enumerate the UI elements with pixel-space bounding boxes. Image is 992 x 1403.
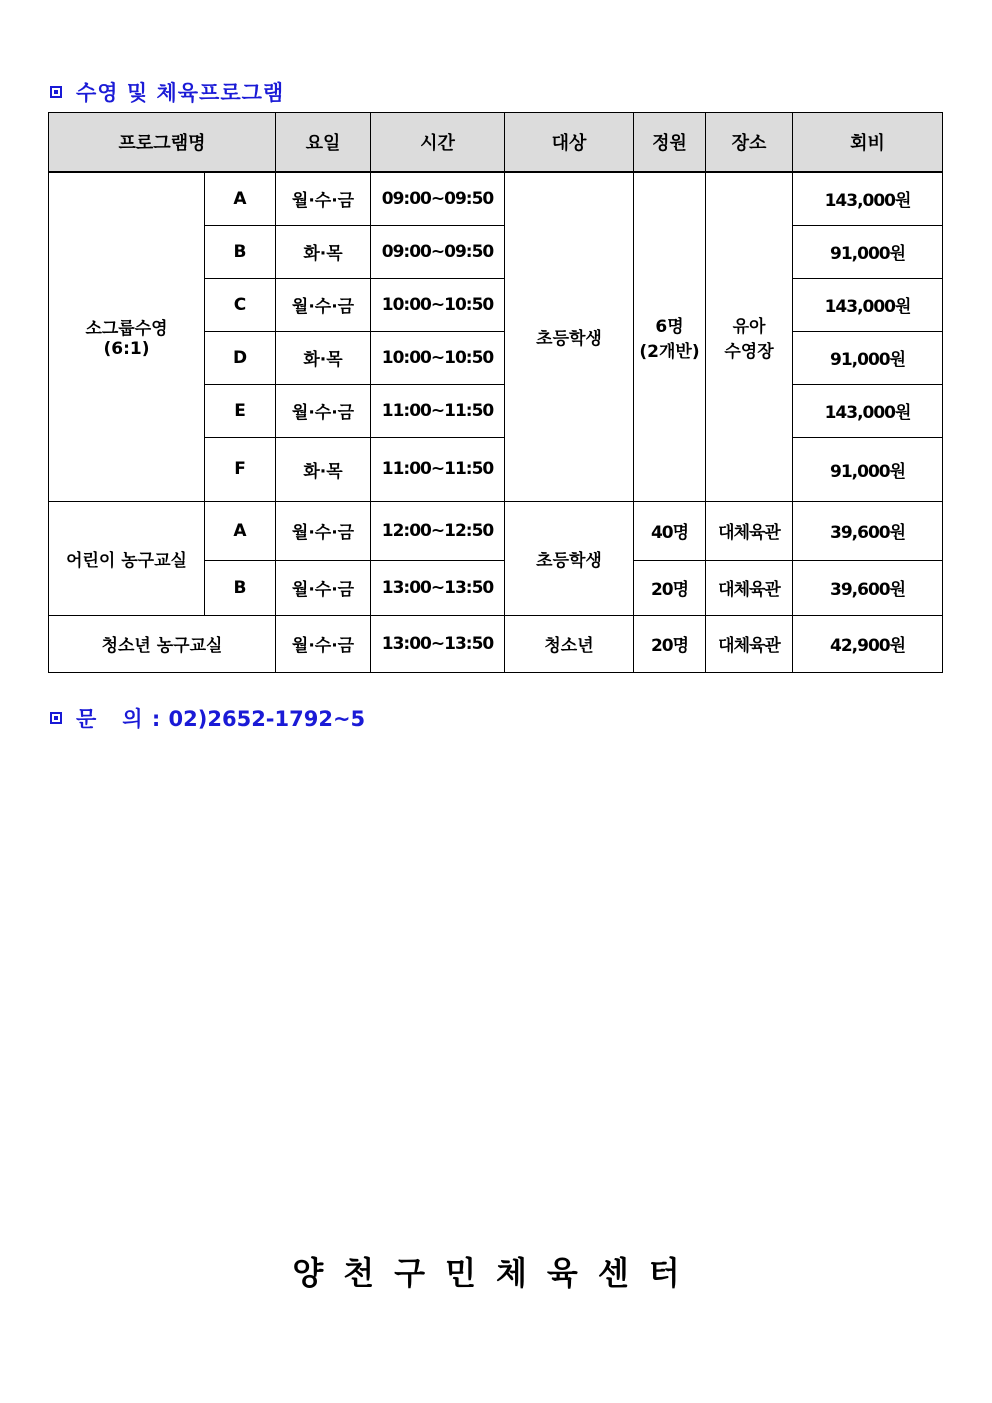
teen-target: 청소년 <box>505 615 634 672</box>
class-days: 월·수·금 <box>276 384 371 437</box>
swim-target: 초등학생 <box>505 172 634 501</box>
square-bullet-icon <box>50 86 62 98</box>
program-table <box>48 112 943 673</box>
class-time: 13:00~13:50 <box>371 615 505 672</box>
header-time: 시간 <box>371 113 505 173</box>
class-capacity: 20명 <box>634 615 706 672</box>
class-code: D <box>205 331 276 384</box>
class-code: C <box>205 278 276 331</box>
class-code: B <box>205 225 276 278</box>
class-place: 대체육관 <box>706 560 793 615</box>
program-name-kids-basketball: 어린이 농구교실 <box>49 501 205 615</box>
class-code: A <box>205 501 276 560</box>
class-days: 월·수·금 <box>276 615 371 672</box>
class-code: A <box>205 172 276 225</box>
class-days: 월·수·금 <box>276 560 371 615</box>
header-capacity: 정원 <box>634 113 706 173</box>
header-target: 대상 <box>505 113 634 173</box>
class-fee: 143,000원 <box>793 172 943 225</box>
program-name-teen-basketball: 청소년 농구교실 <box>49 615 276 672</box>
class-place: 대체육관 <box>706 615 793 672</box>
square-bullet-icon <box>50 712 62 724</box>
class-time: 13:00~13:50 <box>371 560 505 615</box>
class-time: 11:00~11:50 <box>371 384 505 437</box>
class-days: 월·수·금 <box>276 501 371 560</box>
class-fee: 39,600원 <box>793 560 943 615</box>
class-days: 화·목 <box>276 225 371 278</box>
class-time: 09:00~09:50 <box>371 172 505 225</box>
table-row <box>49 501 943 560</box>
section-title-text: 수영 및 체육프로그램 <box>76 81 285 105</box>
class-time: 12:00~12:50 <box>371 501 505 560</box>
table-row <box>49 615 943 672</box>
class-fee: 91,000원 <box>793 437 943 501</box>
class-time: 09:00~09:50 <box>371 225 505 278</box>
class-fee: 143,000원 <box>793 278 943 331</box>
class-fee: 143,000원 <box>793 384 943 437</box>
class-days: 월·수·금 <box>276 172 371 225</box>
class-days: 월·수·금 <box>276 278 371 331</box>
class-fee: 39,600원 <box>793 501 943 560</box>
class-place: 대체육관 <box>706 501 793 560</box>
class-fee: 42,900원 <box>793 615 943 672</box>
class-days: 화·목 <box>276 437 371 501</box>
class-time: 10:00~10:50 <box>371 278 505 331</box>
contact-phone: 02)2652-1792~5 <box>168 707 366 731</box>
header-fee: 회비 <box>793 113 943 173</box>
class-code: E <box>205 384 276 437</box>
class-time: 11:00~11:50 <box>371 437 505 501</box>
contact-line <box>50 703 365 733</box>
class-capacity: 40명 <box>634 501 706 560</box>
class-time: 10:00~10:50 <box>371 331 505 384</box>
footer-org-name: 양천구민체육센터 <box>292 1254 700 1292</box>
swim-capacity: 6명 (2개반) <box>634 172 706 501</box>
header-program: 프로그램명 <box>49 113 276 173</box>
table-header-row <box>49 113 943 173</box>
header-place: 장소 <box>706 113 793 173</box>
class-code: B <box>205 560 276 615</box>
class-days: 화·목 <box>276 331 371 384</box>
class-fee: 91,000원 <box>793 331 943 384</box>
table-row <box>49 172 943 225</box>
kids-target: 초등학생 <box>505 501 634 615</box>
header-days: 요일 <box>276 113 371 173</box>
contact-label: 문 의 : <box>76 707 162 731</box>
swim-place: 유아 수영장 <box>706 172 793 501</box>
program-name-swim: 소그룹수영 (6:1) <box>49 172 205 501</box>
section-title <box>50 77 284 107</box>
class-fee: 91,000원 <box>793 225 943 278</box>
class-capacity: 20명 <box>634 560 706 615</box>
class-code: F <box>205 437 276 501</box>
